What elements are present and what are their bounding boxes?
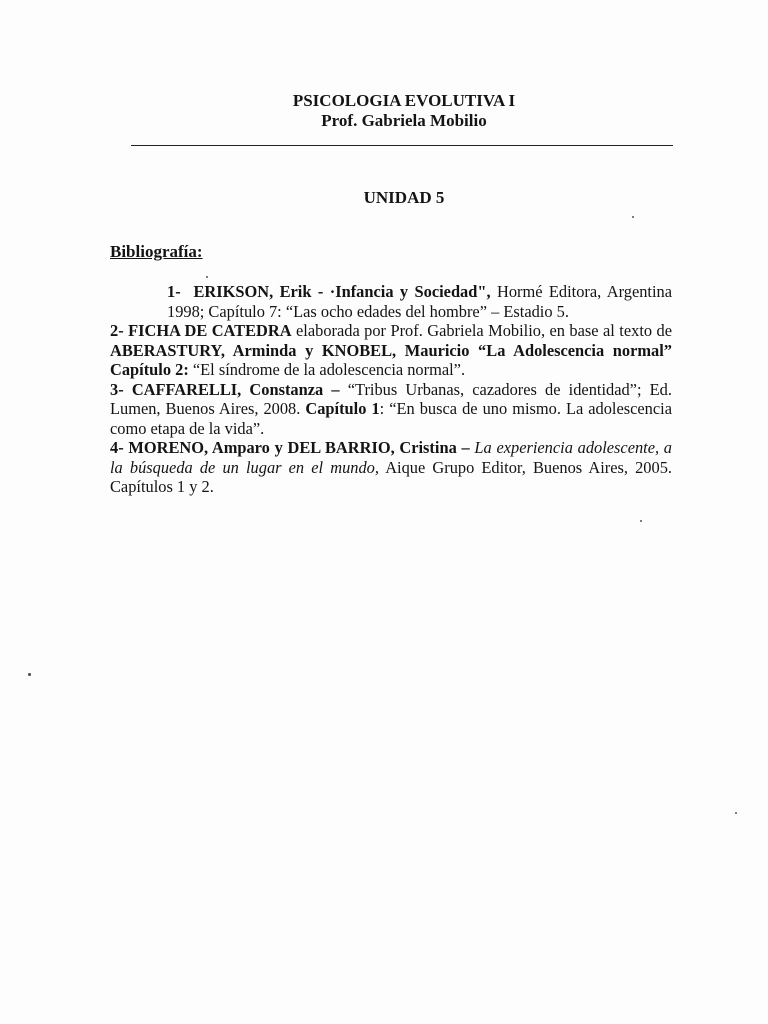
- entry-number: 2-: [110, 321, 124, 340]
- entry-number: 3-: [110, 379, 124, 399]
- entry-author: ERIKSON, Erik -: [193, 282, 324, 301]
- entry-details: : “En busca de uno mismo. La adolescencia como etapa de la vida”.: [110, 399, 672, 438]
- entry-source: ABERASTURY, Arminda y KNOBEL, Mauricio “La Adolescencia normal” Capítulo 2:: [110, 340, 672, 379]
- header-rule: [131, 145, 673, 146]
- bibliography-entry-2: [110, 321, 672, 380]
- entry-text: elaborada por Prof. Gabriela Mobilio, en base al texto de: [296, 321, 672, 340]
- bibliography-entry-4: [110, 438, 672, 497]
- entry-details: “El síndrome de la adolescencia normal”.: [192, 360, 466, 379]
- entry-title: ·Infancia y Sociedad",: [329, 282, 491, 301]
- entry-author: FICHA DE CATEDRA: [128, 321, 292, 340]
- entry-details: Hormé Editora, Argentina 1998; Capítulo 7: “Las ocho edades del hombre” – Estadio 5.: [167, 282, 673, 321]
- entry-details: Aique Grupo Editor, Buenos Aires, 2005. Capítulos 1 y 2.: [110, 457, 672, 496]
- unit-heading: UNIDAD 5: [363, 188, 445, 207]
- entry-chapter: Capítulo 1: [305, 399, 380, 418]
- bibliography-list: [110, 282, 672, 497]
- entry-title: La experiencia adolescente, a la búsqueda de un lugar en el mundo,: [110, 438, 672, 477]
- scan-speck: [640, 520, 642, 522]
- entry-text: “Tribus Urbanas, cazadores de identidad”; Ed. Lumen, Buenos Aires, 2008.: [110, 379, 672, 418]
- scan-speck: [632, 216, 634, 218]
- course-title: PSICOLOGIA EVOLUTIVA I: [292, 91, 516, 110]
- professor-name: Prof. Gabriela Mobilio: [321, 111, 487, 130]
- scan-speck: [735, 812, 737, 814]
- scan-speck: [206, 276, 208, 278]
- entry-author: MORENO, Amparo y DEL BARRIO, Cristina –: [128, 438, 470, 457]
- bibliography-entry-1: [110, 282, 672, 321]
- bibliography-entry-3: [110, 380, 672, 439]
- entry-number: 1-: [167, 282, 181, 301]
- entry-number: 4-: [110, 438, 124, 457]
- bibliography-heading: Bibliografía:: [110, 242, 203, 261]
- scan-speck: [28, 673, 31, 676]
- entry-author: CAFFARELLI, Constanza –: [131, 379, 340, 399]
